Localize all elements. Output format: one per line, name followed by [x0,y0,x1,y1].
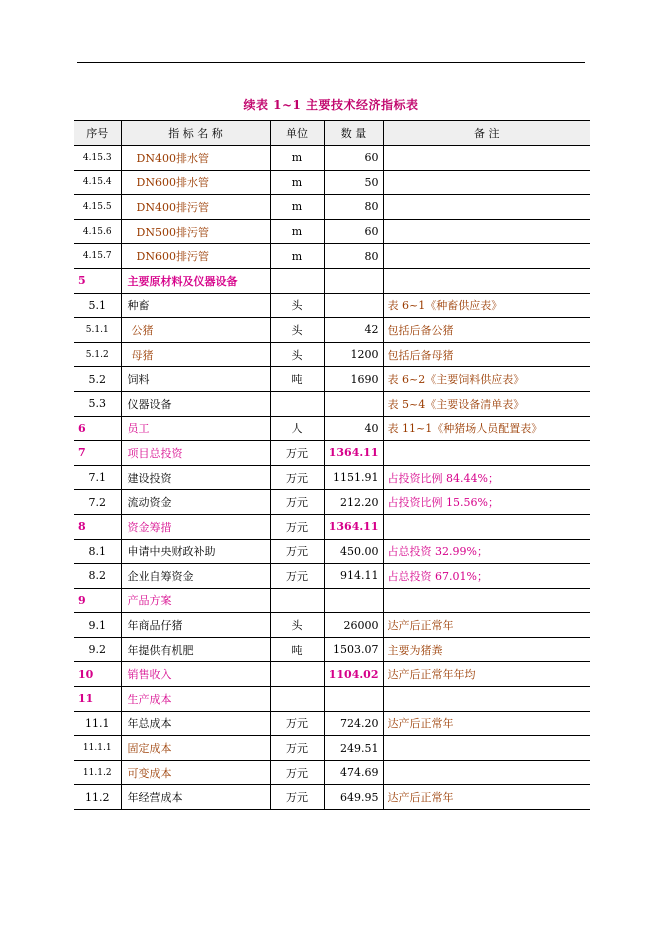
row-unit: 万元 [270,539,324,564]
row-qty: 26000 [324,613,383,638]
row-qty: 249.51 [324,736,383,761]
row-no: 11.1.2 [74,760,121,785]
table-row [74,219,590,244]
table-row [74,441,590,466]
header-qty: 数 量 [324,121,383,146]
row-no: 7.1 [74,465,121,490]
row-no: 11.2 [74,785,121,810]
row-no: 8.1 [74,539,121,564]
row-note: 占总投资 67.01%； [383,564,590,589]
table-row [74,391,590,416]
header-name: 指 标 名 称 [121,121,270,146]
table-row [74,637,590,662]
row-unit: 万元 [270,441,324,466]
row-note: 达产后正常年 [383,785,590,810]
table-row [74,244,590,269]
row-name: 生产成本 [121,687,270,712]
row-note [383,441,590,466]
row-no: 5.1.1 [74,318,121,343]
row-unit: m [270,219,324,244]
row-qty [324,687,383,712]
row-name: 公猪 [121,318,270,343]
row-no: 8.2 [74,564,121,589]
indicator-table [74,120,590,810]
row-note: 达产后正常年 [383,711,590,736]
row-no: 4.15.3 [74,146,121,171]
row-qty: 1104.02 [324,662,383,687]
row-unit [270,391,324,416]
row-unit: m [270,146,324,171]
row-name: 项目总投资 [121,441,270,466]
table-row [74,736,590,761]
row-name: 建设投资 [121,465,270,490]
row-name: 年提供有机肥 [121,637,270,662]
header-unit: 单位 [270,121,324,146]
row-qty: 474.69 [324,760,383,785]
row-qty: 1364.11 [324,441,383,466]
row-note: 达产后正常年 [383,613,590,638]
row-note [383,588,590,613]
row-note [383,195,590,220]
row-no: 4.15.4 [74,170,121,195]
table-title: 续表 1~1 主要技术经济指标表 [243,98,419,112]
row-unit: m [270,170,324,195]
row-unit: 头 [270,613,324,638]
row-note [383,687,590,712]
table-row [74,367,590,392]
row-no: 6 [74,416,121,441]
row-qty: 1200 [324,342,383,367]
row-no: 7.2 [74,490,121,515]
row-no: 5.3 [74,391,121,416]
row-no: 11.1 [74,711,121,736]
row-unit: 万元 [270,465,324,490]
row-no: 9.2 [74,637,121,662]
row-name: 资金筹措 [121,514,270,539]
row-note: 包括后备公猪 [383,318,590,343]
row-name: DN600排污管 [121,244,270,269]
row-name: DN400排水管 [121,146,270,171]
row-name: 年经营成本 [121,785,270,810]
table-row [74,146,590,171]
table-row [74,170,590,195]
table-row [74,785,590,810]
row-qty: 60 [324,146,383,171]
row-unit: 万元 [270,760,324,785]
table-row [74,465,590,490]
row-name: 产品方案 [121,588,270,613]
row-unit: m [270,195,324,220]
row-qty [324,268,383,293]
row-unit: 头 [270,318,324,343]
header-note: 备 注 [383,121,590,146]
row-unit: 万元 [270,514,324,539]
row-no: 4.15.5 [74,195,121,220]
table-row [74,416,590,441]
row-note [383,268,590,293]
row-name: DN500排污管 [121,219,270,244]
row-note [383,170,590,195]
row-no: 9 [74,588,121,613]
header-no: 序号 [74,121,121,146]
row-qty: 212.20 [324,490,383,515]
row-unit: 人 [270,416,324,441]
row-note [383,219,590,244]
row-qty: 40 [324,416,383,441]
table-row [74,588,590,613]
row-no: 5 [74,268,121,293]
row-unit [270,687,324,712]
row-qty [324,293,383,318]
row-note: 表 6~2《主要饲料供应表》 [383,367,590,392]
row-qty: 649.95 [324,785,383,810]
row-unit: 万元 [270,564,324,589]
row-name: 可变成本 [121,760,270,785]
table-row [74,613,590,638]
row-no: 11 [74,687,121,712]
row-name: 企业自筹资金 [121,564,270,589]
row-name: 员工 [121,416,270,441]
table-row [74,662,590,687]
row-no: 7 [74,441,121,466]
row-qty: 1151.91 [324,465,383,490]
row-name: DN600排水管 [121,170,270,195]
row-name: 母猪 [121,342,270,367]
table-row [74,711,590,736]
table-row [74,490,590,515]
row-name: 申请中央财政补助 [121,539,270,564]
row-name: 流动资金 [121,490,270,515]
row-unit: 万元 [270,736,324,761]
row-qty [324,391,383,416]
row-note [383,244,590,269]
row-name: 固定成本 [121,736,270,761]
row-qty: 724.20 [324,711,383,736]
row-no: 10 [74,662,121,687]
row-unit: 头 [270,342,324,367]
row-qty: 450.00 [324,539,383,564]
row-name: 销售收入 [121,662,270,687]
row-name: 主要原材料及仪器设备 [121,268,270,293]
row-note: 表 11~1《种猪场人员配置表》 [383,416,590,441]
row-qty: 914.11 [324,564,383,589]
row-qty: 50 [324,170,383,195]
table-row [74,564,590,589]
row-unit: 万元 [270,490,324,515]
table-row [74,342,590,367]
table-row [74,293,590,318]
table-row [74,760,590,785]
row-note [383,514,590,539]
row-unit: m [270,244,324,269]
row-no: 4.15.6 [74,219,121,244]
row-name: DN400排污管 [121,195,270,220]
row-note: 表 5~4《主要设备清单表》 [383,391,590,416]
row-unit [270,662,324,687]
row-name: 年商品仔猪 [121,613,270,638]
row-note: 达产后正常年年均 [383,662,590,687]
row-name: 年总成本 [121,711,270,736]
row-qty: 60 [324,219,383,244]
row-note [383,760,590,785]
row-no: 5.1.2 [74,342,121,367]
row-note [383,146,590,171]
row-qty: 80 [324,244,383,269]
row-no: 11.1.1 [74,736,121,761]
row-no: 8 [74,514,121,539]
row-unit: 头 [270,293,324,318]
row-unit: 吨 [270,637,324,662]
row-qty: 1503.07 [324,637,383,662]
table-row [74,318,590,343]
row-unit: 万元 [270,711,324,736]
row-name: 饲料 [121,367,270,392]
row-qty: 1364.11 [324,514,383,539]
row-qty [324,588,383,613]
row-note: 占总投资 32.99%； [383,539,590,564]
table-row [74,195,590,220]
row-unit [270,268,324,293]
row-no: 9.1 [74,613,121,638]
row-note: 占投资比例 84.44%； [383,465,590,490]
row-note [383,736,590,761]
table-header-row [74,121,590,146]
row-name: 仪器设备 [121,391,270,416]
table-row [74,687,590,712]
row-no: 4.15.7 [74,244,121,269]
row-no: 5.1 [74,293,121,318]
header-rule [77,62,585,63]
row-unit: 万元 [270,785,324,810]
row-name: 种畜 [121,293,270,318]
row-unit: 吨 [270,367,324,392]
table-row [74,539,590,564]
row-note: 占投资比例 15.56%； [383,490,590,515]
row-note: 表 6~1《种畜供应表》 [383,293,590,318]
table-row [74,268,590,293]
row-qty: 42 [324,318,383,343]
row-qty: 1690 [324,367,383,392]
row-note: 主要为猪粪 [383,637,590,662]
table-row [74,514,590,539]
row-no: 5.2 [74,367,121,392]
row-unit [270,588,324,613]
row-note: 包括后备母猪 [383,342,590,367]
row-qty: 80 [324,195,383,220]
